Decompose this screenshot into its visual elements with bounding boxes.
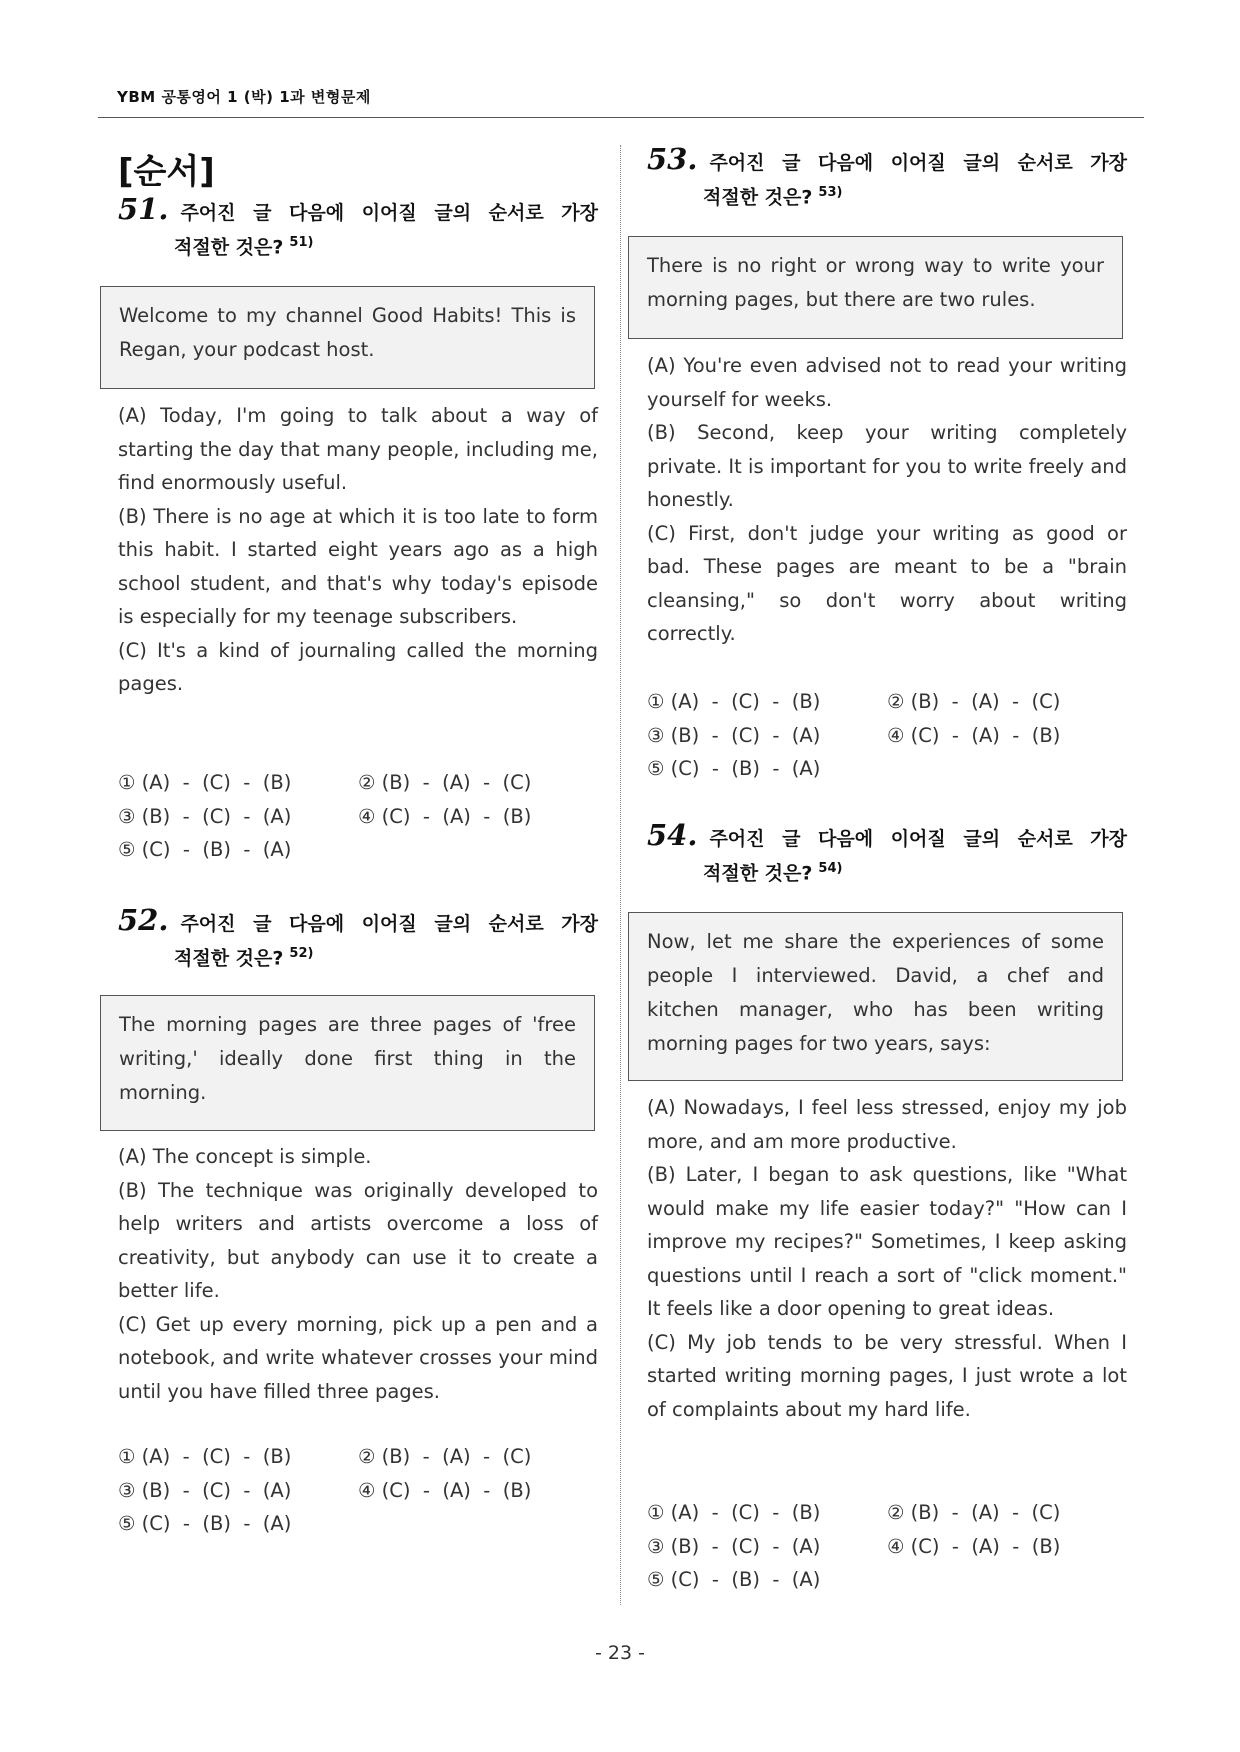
paragraph-b: (B) Second, keep your writing completely private. It is important for you to write freely and honestly. (647, 421, 1127, 511)
question-number: 52. (118, 903, 169, 937)
option-4[interactable]: ④ (C) - (A) - (B) (358, 1478, 532, 1502)
given-passage-box: Welcome to my channel Good Habits! This is Regan, your podcast host. (100, 286, 595, 389)
option-3[interactable]: ③ (B) - (C) - (A) (647, 1534, 821, 1558)
paragraph-b: (B) There is no age at which it is too late to form this habit. I started eight years ago as a high school student, and that's why today's episode is especially for my teenage subscribers. (118, 504, 598, 628)
question-52-header (118, 905, 598, 973)
given-passage-box: Now, let me share the experiences of some people I interviewed. David, a chef and kitchen manager, who has been writing morning pages for two years, says: (628, 912, 1123, 1081)
paragraph-a: (A) Today, I'm going to talk about a way of starting the day that many people, including me, find enormously useful. (118, 404, 598, 494)
page-number: - 23 - (595, 1642, 645, 1664)
prompt-line-1: 주어진 글 다음에 이어질 글의 순서로 가장 (709, 828, 1127, 850)
paragraph-c: (C) Get up every morning, pick up a pen and a notebook, and write whatever crosses your mind until you have filled three pages. (118, 1312, 598, 1403)
paragraph-c: (C) First, don't judge your writing as good or bad. These pages are meant to be a "brain cleansing," so don't worry about writing correctly. (647, 521, 1127, 645)
option-1[interactable]: ① (A) - (C) - (B) (647, 1501, 821, 1524)
passage-paragraphs (118, 399, 598, 701)
option-5[interactable]: ⑤ (C) - (B) - (A) (118, 1512, 292, 1535)
prompt-line-2: 적절한 것은? (703, 186, 813, 209)
passage-paragraphs (118, 1140, 598, 1408)
paragraph-c: (C) It's a kind of journaling called the morning pages. (118, 638, 598, 695)
question-54-header (647, 820, 1127, 888)
option-4[interactable]: ④ (C) - (A) - (B) (358, 804, 532, 828)
question-prompt (647, 144, 1127, 212)
header-title: YBM 공통영어 1 (박) 1과 변형문제 (117, 88, 371, 106)
option-3[interactable]: ③ (B) - (C) - (A) (647, 723, 821, 747)
prompt-line-1: 주어진 글 다음에 이어질 글의 순서로 가장 (180, 913, 598, 935)
question-prompt (647, 820, 1127, 888)
question-number: 51. (118, 192, 169, 226)
paragraph-a: (A) You're even advised not to read your writing yourself for weeks. (647, 354, 1127, 411)
option-1[interactable]: ① (A) - (C) - (B) (118, 1445, 292, 1468)
prompt-line-2: 적절한 것은? (174, 947, 284, 970)
option-4[interactable]: ④ (C) - (A) - (B) (887, 1534, 1061, 1558)
prompt-line-1: 주어진 글 다음에 이어질 글의 순서로 가장 (709, 152, 1127, 174)
footnote-marker: 52) (289, 946, 314, 961)
paragraph-a: (A) Nowadays, I feel less stressed, enjoy my job more, and am more productive. (647, 1096, 1127, 1153)
footnote-marker: 53) (818, 185, 843, 200)
question-53-header (647, 144, 1127, 212)
option-2[interactable]: ② (B) - (A) - (C) (887, 690, 1061, 713)
question-prompt (118, 905, 598, 973)
column-divider (620, 145, 621, 1605)
question-number: 54. (647, 818, 698, 852)
option-1[interactable]: ① (A) - (C) - (B) (647, 690, 821, 713)
given-passage-box: There is no right or wrong way to write your morning pages, but there are two rules. (628, 236, 1123, 339)
footnote-marker: 54) (818, 861, 843, 876)
question-number: 53. (647, 142, 698, 176)
paragraph-b: (B) The technique was originally developed to help writers and artists overcome a loss of creativity, but anybody can use it to create a better life. (118, 1178, 598, 1302)
option-5[interactable]: ⑤ (C) - (B) - (A) (647, 1568, 821, 1591)
prompt-line-1: 주어진 글 다음에 이어질 글의 순서로 가장 (180, 202, 598, 224)
option-2[interactable]: ② (B) - (A) - (C) (358, 1445, 532, 1468)
answer-options (647, 1496, 1127, 1597)
option-5[interactable]: ⑤ (C) - (B) - (A) (118, 838, 292, 861)
paragraph-a: (A) The concept is simple. (118, 1145, 372, 1168)
option-4[interactable]: ④ (C) - (A) - (B) (887, 723, 1061, 747)
passage-paragraphs (647, 1091, 1127, 1426)
prompt-line-2: 적절한 것은? (174, 236, 284, 259)
header-divider (98, 117, 1144, 118)
question-prompt (118, 194, 598, 262)
footnote-marker: 51) (289, 235, 314, 250)
answer-options (647, 685, 1127, 786)
option-2[interactable]: ② (B) - (A) - (C) (887, 1501, 1061, 1524)
given-passage-box: The morning pages are three pages of 'free writing,' ideally done first thing in the morning. (100, 995, 595, 1131)
paragraph-c: (C) My job tends to be very stressful. When I started writing morning pages, I just wrote a lot of complaints about my hard life. (647, 1330, 1127, 1421)
answer-options (118, 1440, 598, 1541)
option-3[interactable]: ③ (B) - (C) - (A) (118, 1478, 292, 1502)
section-title: [순서] (118, 152, 215, 192)
option-2[interactable]: ② (B) - (A) - (C) (358, 771, 532, 794)
answer-options (118, 766, 598, 867)
option-3[interactable]: ③ (B) - (C) - (A) (118, 804, 292, 828)
prompt-line-2: 적절한 것은? (703, 862, 813, 885)
paragraph-b: (B) Later, I began to ask questions, like "What would make my life easier today?" "How can I improve my recipes?" Sometimes, I keep asking questions until I reach a sort of "click moment." It feels like a door opening to great ideas. (647, 1163, 1127, 1320)
option-1[interactable]: ① (A) - (C) - (B) (118, 771, 292, 794)
option-5[interactable]: ⑤ (C) - (B) - (A) (647, 757, 821, 780)
passage-paragraphs (647, 349, 1127, 651)
question-51-header (118, 194, 598, 262)
